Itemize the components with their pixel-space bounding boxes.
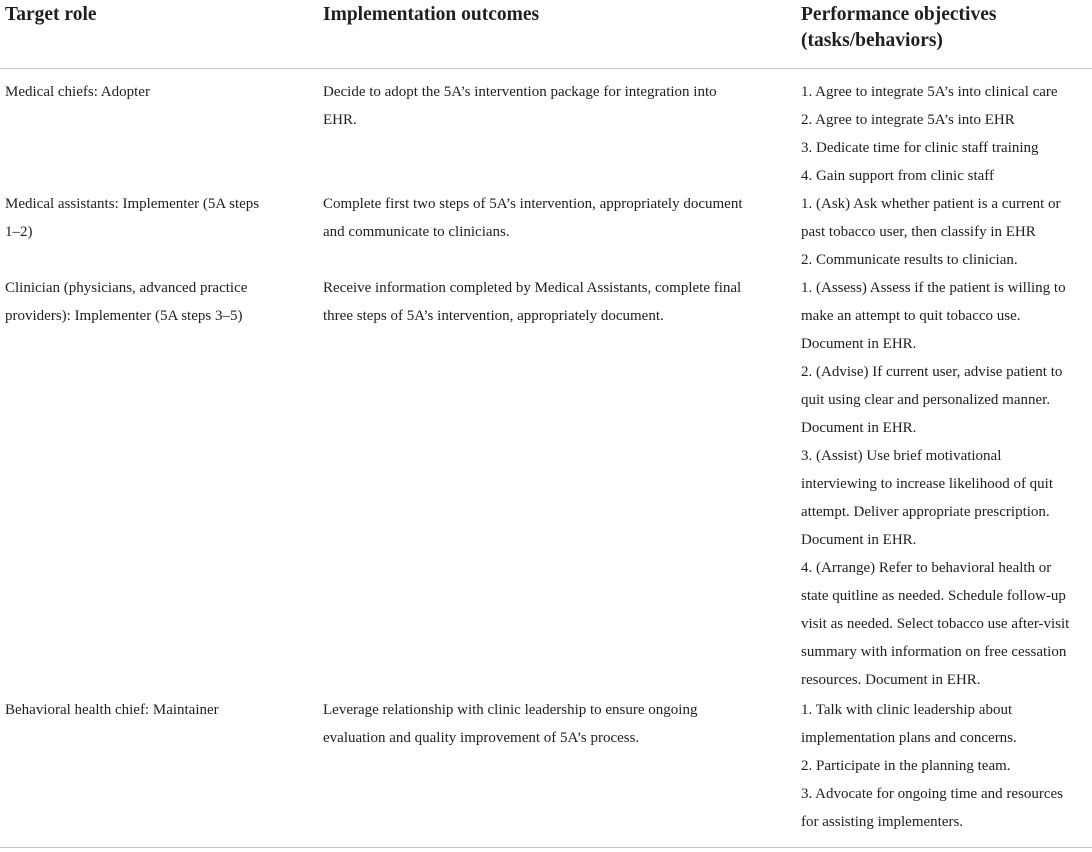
outcome-line: Complete first two steps of 5A’s intervention, appropriately document <box>323 196 743 212</box>
outcome-line: three steps of 5A’s intervention, appropriately document. <box>323 308 664 324</box>
objectives-line: 2. (Advise) If current user, advise patient to <box>801 364 1063 380</box>
outcome-line: Decide to adopt the 5A’s intervention package for integration into <box>323 84 717 100</box>
role-line: Medical assistants: Implementer (5A steps <box>5 196 260 212</box>
objectives-line: 1. Agree to integrate 5A’s into clinical care <box>801 84 1058 100</box>
header-target-role <box>5 2 97 28</box>
outcome-line: evaluation and quality improvement of 5A’s process. <box>323 730 640 746</box>
objectives-line: Document in EHR. <box>801 336 917 352</box>
objectives-line: Document in EHR. <box>801 420 917 436</box>
objectives-line: visit as needed. Select tobacco use after-visit <box>801 616 1070 632</box>
header-target-role-text: Target role <box>5 4 97 25</box>
outcome-line: Leverage relationship with clinic leadership to ensure ongoing <box>323 702 698 718</box>
table-bottom-rule <box>0 847 1092 848</box>
objectives-line: 2. Communicate results to clinician. <box>801 252 1018 268</box>
objectives-line: 4. Gain support from clinic staff <box>801 168 995 184</box>
role-line: Medical chiefs: Adopter <box>5 84 150 100</box>
objectives-line: attempt. Deliver appropriate prescription. <box>801 504 1050 520</box>
objectives-line: interviewing to increase likelihood of quit <box>801 476 1054 492</box>
objectives-line: past tobacco user, then classify in EHR <box>801 224 1036 240</box>
objectives-line: 3. (Assist) Use brief motivational <box>801 448 1002 464</box>
performance-objectives-cell <box>801 274 1087 694</box>
target-role-cell <box>5 274 290 330</box>
role-line: 1–2) <box>5 224 33 240</box>
header-performance-objectives <box>801 2 1086 54</box>
objectives-line: resources. Document in EHR. <box>801 672 981 688</box>
target-role-cell <box>5 78 290 106</box>
objectives-line: Document in EHR. <box>801 532 917 548</box>
target-role-cell <box>5 696 290 724</box>
objectives-line: for assisting implementers. <box>801 814 964 830</box>
objectives-line: implementation plans and concerns. <box>801 730 1017 746</box>
objectives-line: 2. Participate in the planning team. <box>801 758 1011 774</box>
header-implementation-outcomes <box>323 2 539 28</box>
performance-objectives-cell <box>801 190 1087 274</box>
role-line: Behavioral health chief: Maintainer <box>5 702 219 718</box>
outcome-line: and communicate to clinicians. <box>323 224 510 240</box>
header-implementation-outcomes-text: Implementation outcomes <box>323 4 540 25</box>
objectives-line: 2. Agree to integrate 5A’s into EHR <box>801 112 1015 128</box>
target-role-cell <box>5 190 290 246</box>
objectives-line: 1. (Assess) Assess if the patient is willing to <box>801 280 1066 296</box>
objectives-line: 3. Dedicate time for clinic staff training <box>801 140 1039 156</box>
role-line: Clinician (physicians, advanced practice <box>5 280 248 296</box>
objectives-line: 3. Advocate for ongoing time and resources <box>801 786 1064 802</box>
performance-objectives-cell <box>801 696 1087 836</box>
implementation-outcome-cell <box>323 78 773 134</box>
header-performance-objectives-line: Performance objectives <box>801 4 997 25</box>
implementation-outcome-cell <box>323 696 773 752</box>
table-header <box>0 0 1092 69</box>
objectives-line: 1. Talk with clinic leadership about <box>801 702 1013 718</box>
performance-objectives-cell <box>801 78 1087 190</box>
role-line: providers): Implementer (5A steps 3–5) <box>5 308 243 324</box>
outcome-line: Receive information completed by Medical Assistants, complete final <box>323 280 742 296</box>
header-performance-objectives-line: (tasks/behaviors) <box>801 30 943 51</box>
implementation-outcome-cell <box>323 274 773 330</box>
objectives-line: make an attempt to quit tobacco use. <box>801 308 1021 324</box>
objectives-line: summary with information on free cessation <box>801 644 1067 660</box>
objectives-line: 1. (Ask) Ask whether patient is a current or <box>801 196 1061 212</box>
outcome-line: EHR. <box>323 112 357 128</box>
implementation-outcome-cell <box>323 190 773 246</box>
objectives-line: 4. (Arrange) Refer to behavioral health or <box>801 560 1052 576</box>
objectives-line: state quitline as needed. Schedule follow-up <box>801 588 1066 604</box>
objectives-line: quit using clear and personalized manner. <box>801 392 1051 408</box>
